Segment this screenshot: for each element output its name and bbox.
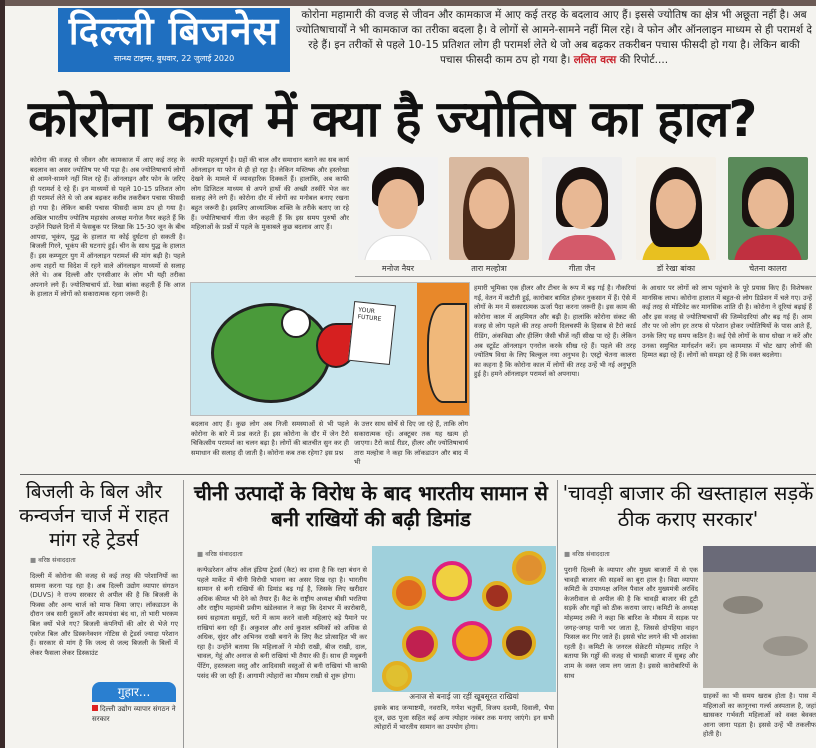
masthead-title: दिल्ली बिजनेस: [68, 9, 280, 53]
expert-caption: मनोज नैयर: [381, 264, 415, 273]
story3-body-continued: ग्राहकों का भी समय खराब होता है। पास में महिलाओं का कानूनचा गर्ल्स अस्पताल है, जहां खासकर गर्भवती महिलाओं को वक्त बेवक्त आना जाना पड़ता है। इससे उन्हें भी तकलीफ होती है।: [703, 692, 816, 739]
guhar-box-text: दिल्ली उद्योग व्यापार संगठन ने सरकार: [92, 704, 176, 748]
expert-caption: गीता जैन: [568, 264, 596, 273]
story2-headline: चीनी उत्पादों के विरोध के बाद भारतीय सामान से बनी राखियों की बढ़ी डिमांड: [194, 481, 548, 531]
rakhi-photo: [372, 546, 556, 692]
column-rule: [183, 480, 184, 748]
intro-text: कोरोना महामारी की वजह से जीवन और कामकाज में आए कई तरह के बदलाव आए हैं। इससे ज्योतिष का क्षेत्र भी अछूता नहीं है। अब ज्योतिषाचार्यों ने भी कामकाज का तरीका बदला है। वे लोगों से आमने-सामने नहीं मिल रहे। वे फोन और ऑनलाइन माध्यम से ही परामर्श दे रहे हैं। इन तरीकों से पहले 10-15 प्रतिशत लोग ही परामर्श लेते थे जो अब बढ़कर तकरीबन पचास फीसदी हो गया है। लेकिन बाकी पचास फीसदी काम ठप हो गया है।: [296, 9, 812, 66]
expert-caption: चेतना कालरा: [749, 264, 787, 273]
intro-deck: [296, 8, 812, 68]
dateline: सान्ध्य टाइम्स, बुधवार, 22 जुलाई 2020: [113, 54, 235, 63]
fortune-card: YOUR FUTURE: [348, 301, 396, 365]
intro-suffix: की रिपोर्ट....: [616, 54, 669, 66]
scan-top-edge: [0, 0, 816, 6]
article-column-3b: के उत्तर साथ सोचें से दिए जा रहे हैं, ताकि लोग सकारात्मक रहें। अक्टूबर तक यह खत्म हो जाएगा। टैरो कार्ड रीडर, हीलर और ज्योतिषाचार्य तारा मल्होत्रा ने कहा कि लॉकडाउन और बाद में भी: [354, 420, 468, 467]
man-face: [427, 303, 467, 403]
section-divider: [20, 474, 816, 475]
story2-body: कन्फेडरेशन ऑफ ऑल इंडिया ट्रेडर्स (कैट) का दावा है कि रक्षा बंधन से पहले मार्केट में चीनी विरोधी भावना का असर दिख रहा है। भारतीय सामान से बनी राखियों की डिमांड बढ़ गई है, जिसके लिए खरीदार अधिक कीमत भी देने को तैयार हैं। कैट के राष्ट्रीय अध्यक्ष बीसी भरतिया और राष्ट्रीय महामंत्री प्रवीण खंडेलवाल ने कहा कि देशभर में कारोबारी, स्वयं सहायता समूहों, घरों में काम करने वाली महिलाएं बड़े पैमाने पर राखियां बना रही हैं। अकुशल और अर्ध कुशल श्रमिकों को अधिक से अधिक, सुंदर और अभिनव राखी बनाने के लिए कैट प्रोत्साहित भी कर रहा है। उन्होंने बताया कि महिलाओं ने मोदी राखी, बीज राखी, दाल, चावल, गेहूं और अनाज से बनी राखियां भी तैयार की हैं। साथ ही मधुबनी पेंटिंग, हस्तकला वस्तु और आदिवासी वस्तुओं से बनी राखियां भी काफी पसंद की जा रही हैं। आगामी त्योहारों का मौसम राखी से शुरू होगा।: [197, 566, 367, 680]
story1-body: दिल्ली में कोरोना की वजह से कई तरह की परेशानियों का सामना करना पड़ रहा है। अब दिल्ली उद्योग व्यापार संगठन (DUVS) ने राज्य सरकार से अपील की है कि बिजली के फिक्स और अन्य चार्ज को माफ किया जाए। लॉकडाउन के दौरान जब सारी दुकानें और कामधंधा बंद था, तो भारी भरकम बिल क्यों भेजे गए? बिजली कंपनियों की ओर से भेजे गए एवरेज बिल और डिस्कनेक्शन नोटिस से ट्रेडर्स ज्यादा परेशान हैं। सरकार से मांग है कि जल्द से जल्द बिजली के बिलों में लेकर फैसला लेकर डिस्काउंट: [30, 572, 178, 657]
cartoon-illustration: [190, 282, 470, 416]
story3-byline: ■ वरिष्ठ संवाददाता: [564, 549, 610, 558]
guhar-box-title: गुहार...: [92, 682, 176, 702]
article-column-5: के आधार पर लोगों को लाभ पहुंचाने के पूरे प्रयास किए हैं। विशेषकर मानसिक लाभ। कोरोना हालात में बहुत-से लोग डिप्रेशन में चले गए। उन्हें कई तरह से मोटिवेट कर मानसिक शांति दी है। कोरोना ने दूरियां बढ़ाई हैं और इस वजह से ज्योतिषाचार्यों की जिम्मेदारियां और बढ़ गई हैं। आम तौर पर जो लोग हर तरफ से परेशान होकर ज्योतिषियों के पास आते हैं, उनके लिए यह समय कठिन है। कई ऐसे लोगों के साथ धोखा न करें और उनका समुचित मार्गदर्शन करें। हम काममाफ़ में चोट खाए लोगों की हिम्मत बढ़ा रहे हैं। लोगों को समझा रहे हैं कि वक्त बदलेगा।: [642, 284, 812, 360]
story1-byline: ■ वरिष्ठ संवाददाता: [30, 555, 76, 564]
divider: [355, 276, 816, 277]
masthead: [58, 8, 290, 72]
road-photo: [703, 546, 816, 688]
story3-body: पुरानी दिल्ली के व्यापार और मुख्य बाजारों में से एक चावड़ी बाजार की सड़कों का बुरा हाल है। विद्या व्यापार कमिटी के उपाध्यक्ष अनिल पैवाल और मुख्यमंत्री अरविंद केजरीवाल से अपील की है कि चावड़ी बाजार की टूटी सड़कें और गड्ढों को ठीक कराया जाए। कमिटी के अध्यक्ष मोहम्मद तकी ने कहा कि बारिश के मौसम में सड़क पर जगह-जगह पानी भर जाता है, जिससे दोपहिया वाहन फिसल कर गिर जाते हैं। इससे चोट लगने की भी आशंका रहती है। कमिटी के जनरल सेक्रेटरी मोहम्मद ताहिर ने बताया कि गड्ढों की वजह से चावड़ी बाजार में सुबह और शाम के वक्त जाम लग जाता है। इससे कारोबारियों के साथ: [564, 566, 698, 680]
expert-caption: तारा मल्होत्रा: [471, 264, 507, 273]
parrot-eye: [281, 308, 311, 338]
author-name: ललित वत्स: [573, 54, 617, 66]
article-column-1: कोरोना की वजह से जीवन और कामकाज में आए कई तरह के बदलाव का असर ज्योतिष पर भी पड़ा है। अब ज्योतिषाचार्य लोगों से आमने-सामने नहीं मिल रहे हैं। ऑनलाइन और फोन के जरिए ही परामर्श दे रहे हैं। इन माध्यमों से पहले 10-15 प्रतिशत लोग ही परामर्श लेते थे जो अब बढ़कर करीब तकरीबन पचास फीसदी हो गया है। लेकिन बाकी पचास फीसदी काम ठप हो गया है। अखिल भारतीय ज्योतिष महासंघ अध्यक्ष मनोज नैयर कहते हैं कि उन्होंने पिछले दिनों में फेसबुक पर लिखा कि 15-30 जून के बीच आपदा, भूकंप, युद्ध के हालात या कोई दुर्घटना हो सकती है। बिजली गिरने, भूकंप की घटनाएं हुईं। चीन के साथ युद्ध के हालात हैं। इस कम्प्यूटर युग में ऑनलाइन परामर्श की मांग बढ़ी है। पहले अन्य शहरों या विदेश में रहने वाले ऑनलाइन माध्यमों से सलाह लेते थे। अब दिल्ली और एनसीआर के लोग भी यही तरीका अपनाने लगे हैं। ज्योतिषाचार्य डॉ. रेखा बांका कहती हैं कि आज के हालात में लोगों को सकारात्मक रहना जरूरी है।: [30, 156, 185, 299]
article-column-2: काफी महत्वपूर्ण है। ग्रहों की चाल और समाधान बताने का सब कार्य ऑनलाइन या फोन से ही हो रहा है। लेकिन मस्तिष्क और हस्तरेखा देखने के मामले में व्यावहारिक दिक्कतें हैं। हालांकि, अब काफी लोग डिजिटल माध्यम से अपने हाथों की अच्छी तस्वीरें भेज कर सलाह लेने लगे हैं। कोरोना दौर में लोगों का मनोबल बनाए रखना बहुत जरूरी है। इसलिए आध्यात्मिक शक्ति के तरीके बताए जा रहे हैं। ज्योतिषाचार्य गीता जैन कहती हैं कि इस समय पुरुषों और महिलाओं के प्रश्नों में पहले के मुकाबले कुछ बदलाव आए हैं।: [191, 156, 349, 232]
main-headline: कोरोना काल में क्या है ज्योतिष का हाल?: [28, 90, 757, 148]
rakhi-photo-caption: अनाज से बनाई जा रहीं खूबसूरत राखियां: [409, 692, 519, 701]
expert-photo-5: [728, 157, 808, 260]
expert-photo-2: [449, 157, 529, 260]
expert-caption: डॉ रेखा बांका: [656, 264, 696, 273]
parrot-body: [211, 303, 331, 403]
expert-photo-4: [636, 157, 716, 260]
story2-byline: ■ वरिष्ठ संवाददाता: [197, 549, 243, 558]
column-rule: [557, 480, 558, 748]
article-column-2b: बदलाव आए हैं। कुछ लोग अब निजी समस्याओं से भी पहले कोरोना के बारे में प्रश्न करते हैं। इस कोरोना के दौर में जेन टैरो चिकित्सीय परामर्श का चलन बढ़ा है। लोगों की बातचीत सुन कर ही समाधान की सलाह दी जाती है। कोरोना कब तक रहेगा? इस प्रश्न: [191, 420, 349, 457]
story2-body-continued: इसके बाद जन्माष्टमी, नवरात्रि, गणेश चतुर्थी, विजय दशमी, दिवाली, भैया दूज, छठ पूजा सहित कई अन्य त्योहार नवंबर तक मनाए जाएंगे। इन सभी त्योहारों में भारतीय सामान का उपयोग होगा।: [374, 704, 554, 732]
story1-headline: बिजली के बिल और कन्वर्जन चार्ज में राहत मांग रहे ट्रेडर्स: [19, 481, 169, 551]
scan-left-edge: [0, 0, 5, 748]
story3-headline: 'चावड़ी बाजार की खस्ताहाल सड़कें ठीक कराए सरकार': [562, 481, 814, 531]
expert-photo-3: [542, 157, 622, 260]
article-column-4: हमारी भूमिका एक हीलर और टीचर के रूप में बढ़ गई है। नौकरियां गईं, वेतन में कटौती हुई, कारोबार बाधित होकर नुकसान में हैं। ऐसे में लोगों के मन में सकारात्मक ऊर्जा पैदा करना जरूरी है। इस काम की कोरोना काल में अहमियत और बढ़ी है। हालांकि कोरोना संकट की वजह से लोग पहले की तरह अपनी दिलचस्पी के हिसाब से टैरो कार्ड रीडिंग, अंकविद्या और हीलिंग जैसी चीजें नहीं सीख पा रहे हैं। लेकिन अब स्टूडेंट ऑनलाइन एनरोल करके सीख रहे हैं। पहले की तरह ज्योतिष विधा के लिए बिल्कुल नया अनुभव है। एस्ट्रो चेतना कालरा का कहना है कि कोरोना काल में लोगों की तरह उन्हें भी नई अनुभूति हुई है। हमने ऑनलाइन परामर्श को अपनाया।: [474, 284, 636, 379]
expert-photo-1: [358, 157, 438, 260]
